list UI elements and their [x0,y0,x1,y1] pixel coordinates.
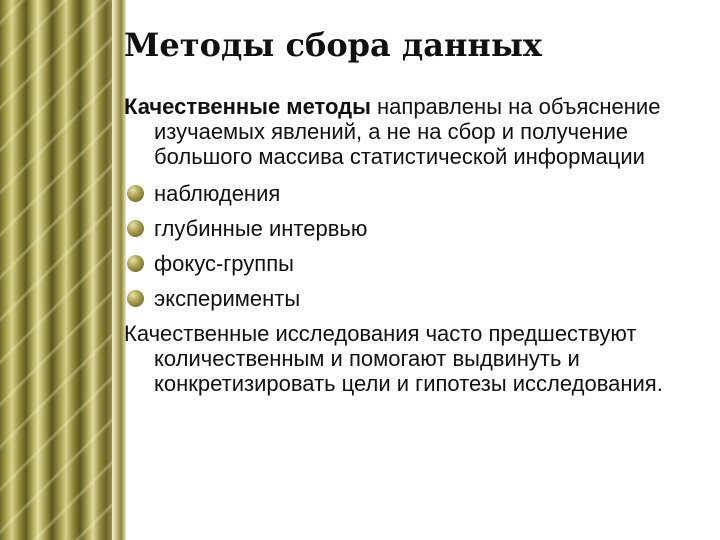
intro-paragraph [124,94,704,169]
gold-sphere-bullet-icon [127,185,144,202]
list-item-label: глубинные интервью [154,216,368,241]
gold-sphere-bullet-icon [127,220,144,237]
slide-body [124,94,704,396]
conclusion-paragraph: Качественные исследования часто предшествуют количественным и помогают выдвинуть и конкретизировать цели и гипотезы исследования. [124,321,663,396]
list-item [124,286,704,311]
gold-sphere-bullet-icon [127,255,144,272]
intro-text: направлены на объяснение изучаемых явлений, а не на сбор и получение большого массива статистической информации [154,94,661,169]
methods-list [124,181,704,311]
list-item [124,251,704,276]
list-item [124,216,704,241]
list-item [124,181,704,206]
gold-curtain-decoration [0,0,118,540]
intro-lead: Качественные методы [124,94,371,119]
list-item-label: наблюдения [154,181,281,206]
gold-sphere-bullet-icon [127,290,144,307]
list-item-label: фокус-группы [154,251,294,276]
list-item-label: эксперименты [154,286,301,311]
slide-title: Методы сбора данных [124,26,542,64]
